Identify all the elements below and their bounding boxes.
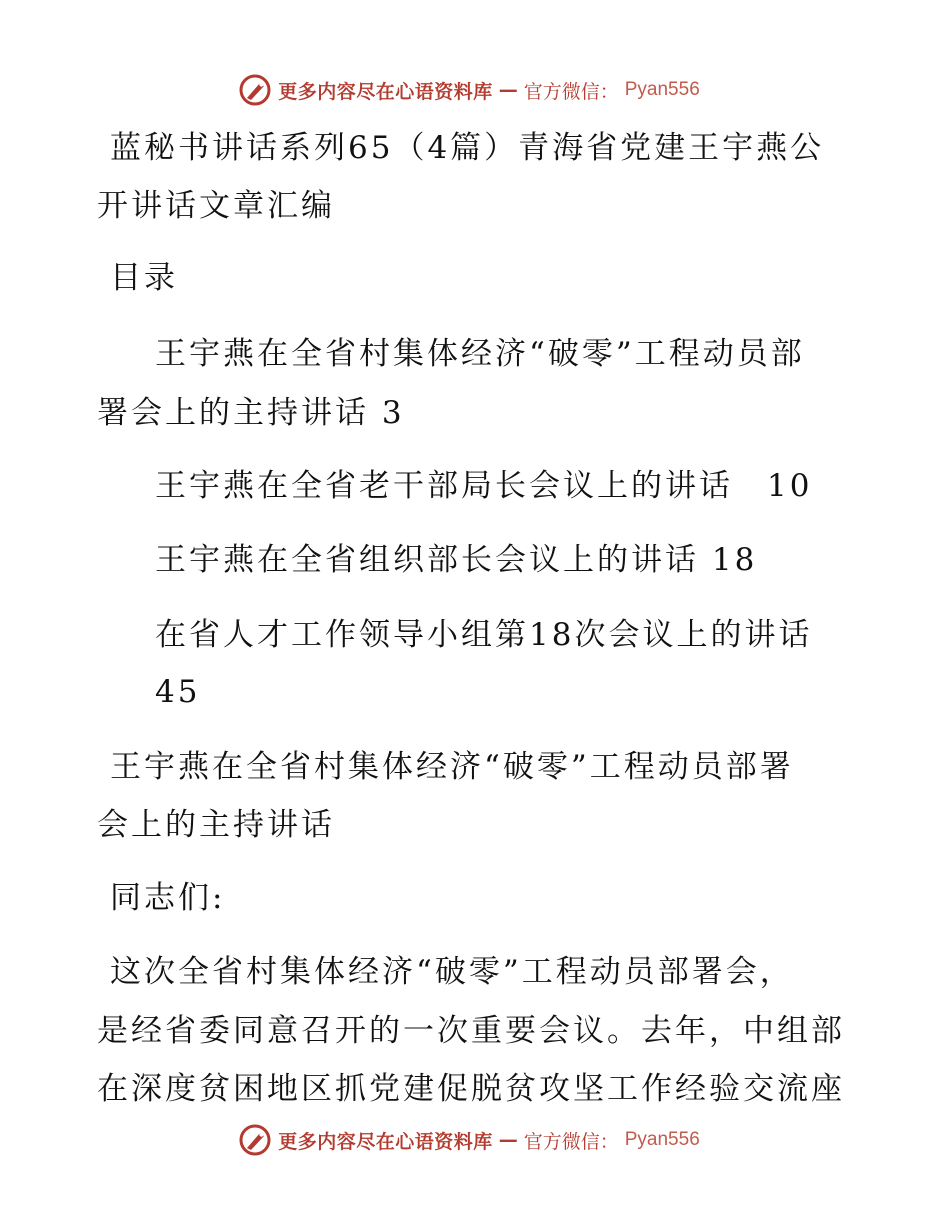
body-line-3: 在深度贫困地区抓党建促脱贫攻坚工作经验交流座 (97, 1071, 845, 1107)
banner-content (238, 73, 700, 107)
banner-sub-text: 官方微信： (523, 80, 619, 103)
toc-item-4-line-2: 45 (155, 674, 201, 710)
toc-item-4-line-1: 在省人才工作领导小组第18次会议上的讲话 (155, 617, 813, 653)
salutation: 同志们: (110, 880, 226, 916)
header-banner (0, 70, 950, 110)
footer-banner (0, 1120, 950, 1160)
banner-main-text: 更多内容尽在心语资料库 (278, 80, 493, 103)
banner-sub-text: 官方微信： (523, 1130, 619, 1153)
section-title-line-2: 会上的主持讲话 (97, 807, 335, 843)
toc-heading: 目录 (110, 260, 178, 296)
pen-logo-icon (238, 1123, 272, 1157)
document-title-line-2: 开讲话文章汇编 (97, 188, 335, 224)
banner-dash: — (498, 1129, 518, 1151)
toc-item-1-line-2: 署会上的主持讲话 3 (97, 395, 405, 431)
banner-main-text: 更多内容尽在心语资料库 (278, 1130, 493, 1153)
body-line-1: 这次全省村集体经济“破零”工程动员部署会， (110, 954, 794, 990)
pen-logo-icon (238, 73, 272, 107)
banner-wechat-id: Pyan556 (624, 1129, 700, 1150)
document-title-line-1: 蓝秘书讲话系列65（4篇）青海省党建王宇燕公 (110, 130, 825, 166)
banner-dash: — (498, 79, 518, 101)
toc-item-2: 王宇燕在全省老干部局长会议上的讲话 10 (155, 468, 813, 504)
banner-content (238, 1123, 700, 1157)
body-line-2: 是经省委同意召开的一次重要会议。去年，中组部 (97, 1013, 845, 1049)
section-title-line-1: 王宇燕在全省村集体经济“破零”工程动员部署 (110, 749, 794, 785)
toc-item-3: 王宇燕在全省组织部长会议上的讲话 18 (155, 542, 758, 578)
toc-item-1-line-1: 王宇燕在全省村集体经济“破零”工程动员部 (155, 336, 805, 372)
banner-wechat-id: Pyan556 (624, 79, 700, 100)
